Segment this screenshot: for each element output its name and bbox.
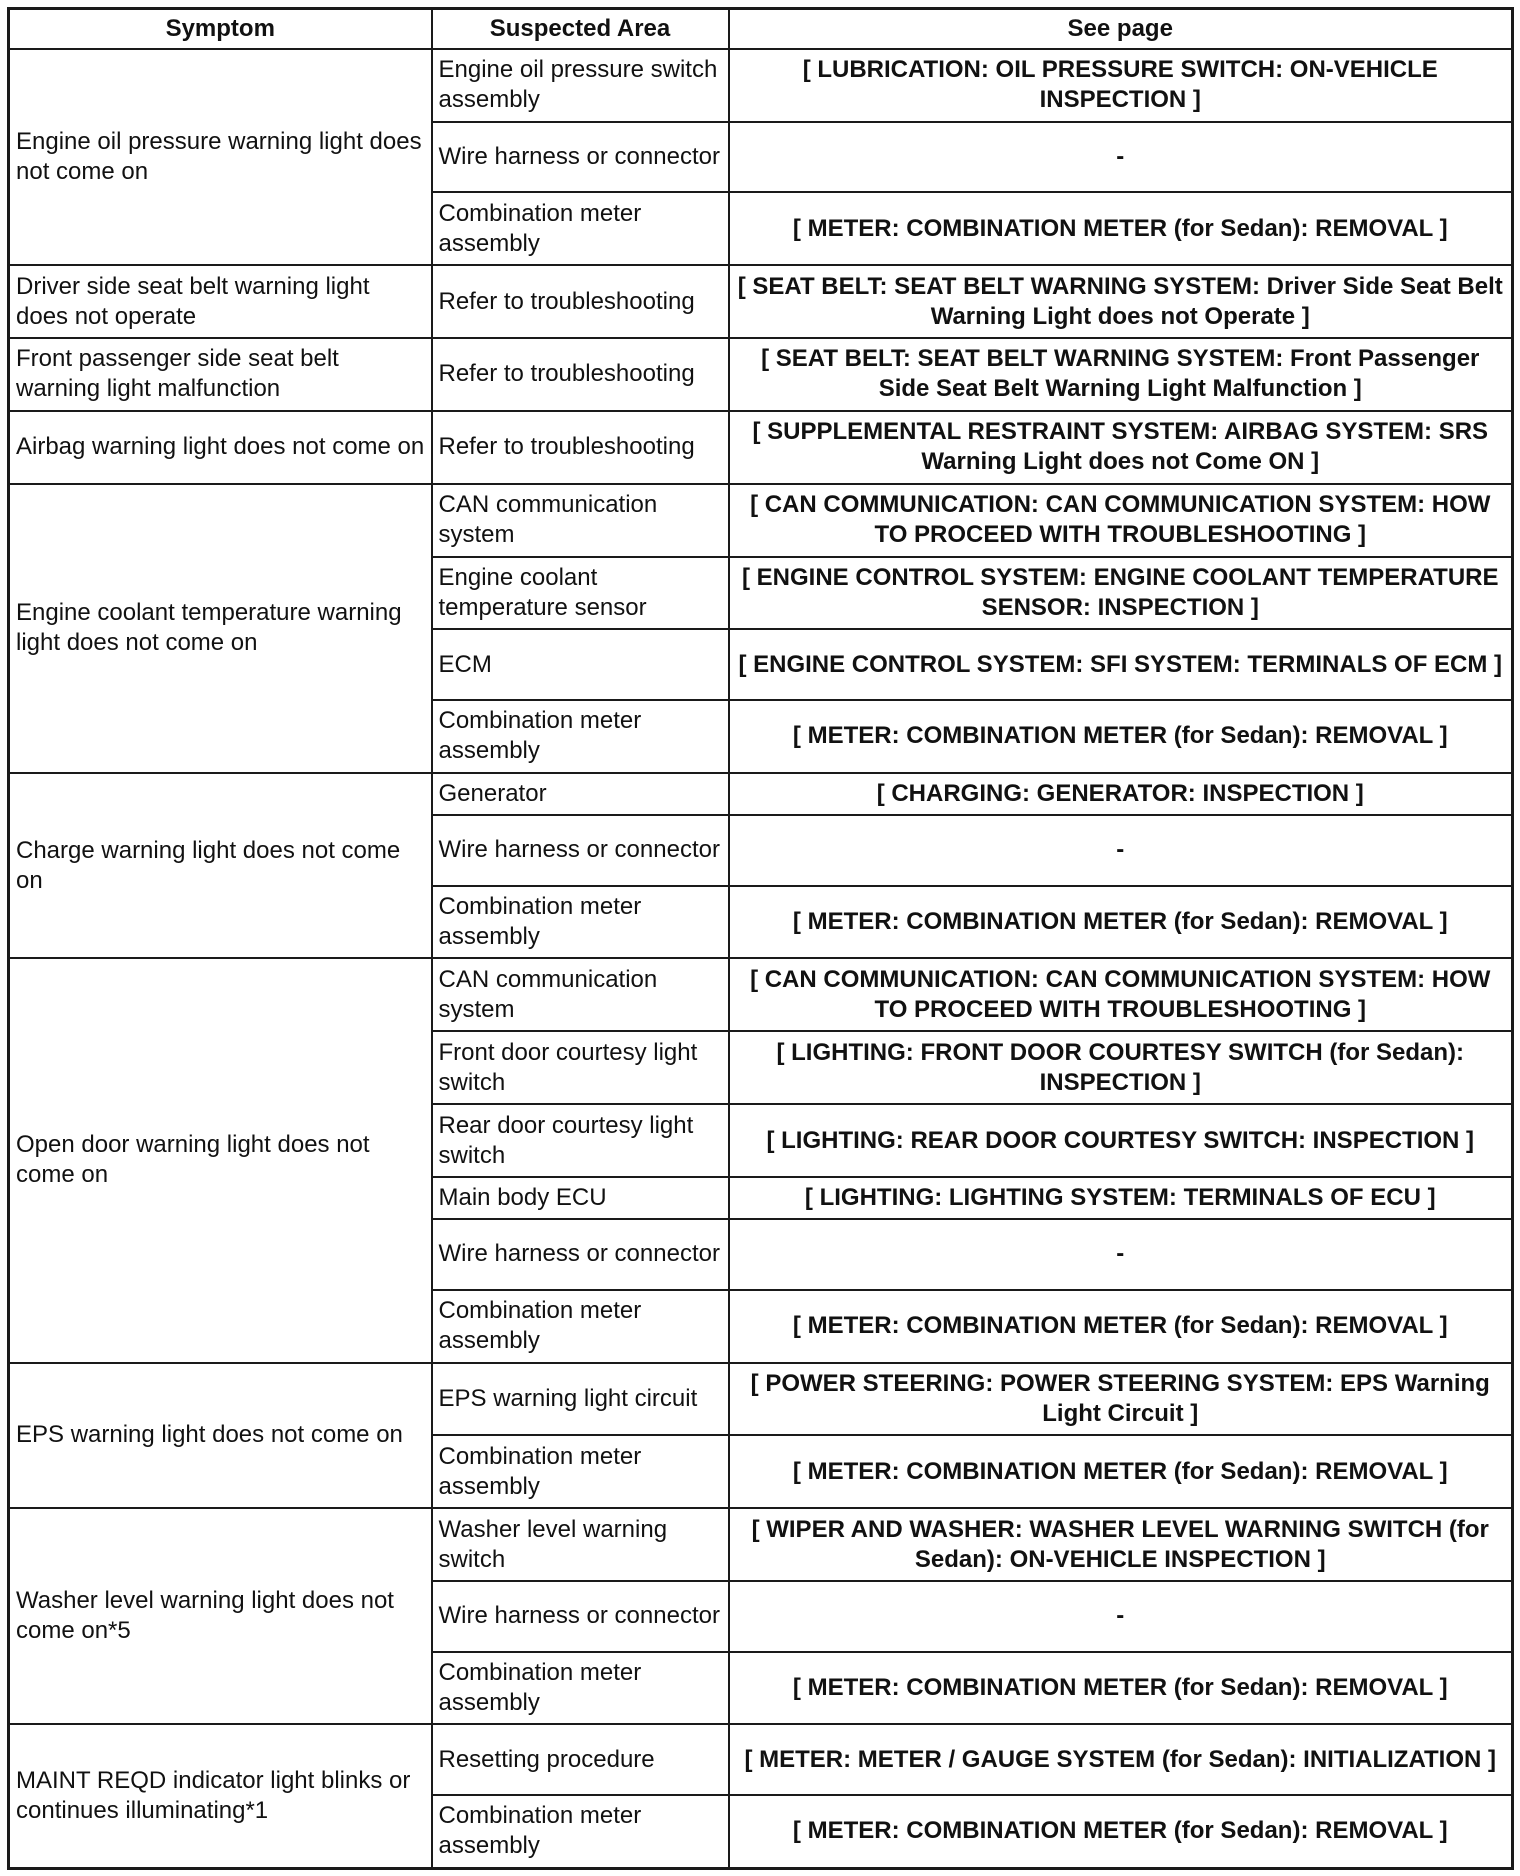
suspected-area-cell: Refer to troubleshooting [432,411,729,484]
suspected-area-cell: Generator [432,773,729,815]
suspected-area-cell: Refer to troubleshooting [432,338,729,411]
header-row [9,9,1513,50]
suspected-area-cell: Wire harness or connector [432,1219,729,1290]
header-suspected-area: Suspected Area [432,9,729,50]
suspected-area-cell: Front door courtesy light switch [432,1031,729,1104]
table-row [9,484,1513,557]
suspected-area-cell: Combination meter assembly [432,1435,729,1508]
troubleshooting-table [7,7,1514,1870]
suspected-area-cell: Engine coolant temperature sensor [432,557,729,630]
symptom-cell: Engine oil pressure warning light does not come on [9,49,432,265]
symptom-cell: Washer level warning light does not come on*5 [9,1508,432,1724]
suspected-area-cell: Wire harness or connector [432,122,729,193]
table-row [9,338,1513,411]
see-page-cell: - [729,1581,1513,1652]
suspected-area-cell: CAN communication system [432,958,729,1031]
see-page-cell: [ CAN COMMUNICATION: CAN COMMUNICATION SYSTEM: HOW TO PROCEED WITH TROUBLESHOOTING ] [729,958,1513,1031]
symptom-cell: Open door warning light does not come on [9,958,432,1362]
symptom-cell: Engine coolant temperature warning light does not come on [9,484,432,773]
symptom-cell: Front passenger side seat belt warning light malfunction [9,338,432,411]
see-page-cell: [ METER: COMBINATION METER (for Sedan): REMOVAL ] [729,1795,1513,1869]
see-page-cell: [ LIGHTING: REAR DOOR COURTESY SWITCH: INSPECTION ] [729,1104,1513,1177]
header-see-page: See page [729,9,1513,50]
suspected-area-cell: Main body ECU [432,1177,729,1219]
see-page-cell: [ POWER STEERING: POWER STEERING SYSTEM: EPS Warning Light Circuit ] [729,1363,1513,1436]
symptom-cell: EPS warning light does not come on [9,1363,432,1509]
symptom-cell: Charge warning light does not come on [9,773,432,959]
see-page-cell: [ METER: METER / GAUGE SYSTEM (for Sedan): INITIALIZATION ] [729,1724,1513,1795]
table-row [9,265,1513,338]
table-row [9,1724,1513,1795]
table-row [9,958,1513,1031]
see-page-cell: [ METER: COMBINATION METER (for Sedan): REMOVAL ] [729,1652,1513,1725]
symptom-cell: Driver side seat belt warning light does not operate [9,265,432,338]
see-page-cell: [ METER: COMBINATION METER (for Sedan): REMOVAL ] [729,700,1513,773]
header-symptom: Symptom [9,9,432,50]
suspected-area-cell: Engine oil pressure switch assembly [432,49,729,122]
see-page-cell: [ CAN COMMUNICATION: CAN COMMUNICATION SYSTEM: HOW TO PROCEED WITH TROUBLESHOOTING ] [729,484,1513,557]
table-row [9,773,1513,815]
table-row [9,49,1513,122]
see-page-cell: [ WIPER AND WASHER: WASHER LEVEL WARNING SWITCH (for Sedan): ON-VEHICLE INSPECTION ] [729,1508,1513,1581]
table-row [9,1363,1513,1436]
suspected-area-cell: Refer to troubleshooting [432,265,729,338]
suspected-area-cell: Resetting procedure [432,1724,729,1795]
suspected-area-cell: Combination meter assembly [432,1652,729,1725]
suspected-area-cell: Wire harness or connector [432,815,729,886]
suspected-area-cell: Washer level warning switch [432,1508,729,1581]
suspected-area-cell: Wire harness or connector [432,1581,729,1652]
see-page-cell: [ LIGHTING: LIGHTING SYSTEM: TERMINALS OF ECU ] [729,1177,1513,1219]
suspected-area-cell: Combination meter assembly [432,886,729,959]
suspected-area-cell: Rear door courtesy light switch [432,1104,729,1177]
see-page-cell: - [729,1219,1513,1290]
see-page-cell: [ CHARGING: GENERATOR: INSPECTION ] [729,773,1513,815]
see-page-cell: - [729,122,1513,193]
suspected-area-cell: Combination meter assembly [432,1290,729,1363]
see-page-cell: [ LIGHTING: FRONT DOOR COURTESY SWITCH (for Sedan): INSPECTION ] [729,1031,1513,1104]
suspected-area-cell: CAN communication system [432,484,729,557]
suspected-area-cell: Combination meter assembly [432,700,729,773]
see-page-cell: - [729,815,1513,886]
see-page-cell: [ METER: COMBINATION METER (for Sedan): REMOVAL ] [729,1435,1513,1508]
see-page-cell: [ METER: COMBINATION METER (for Sedan): REMOVAL ] [729,886,1513,959]
see-page-cell: [ SEAT BELT: SEAT BELT WARNING SYSTEM: Driver Side Seat Belt Warning Light does not Operate ] [729,265,1513,338]
see-page-cell: [ LUBRICATION: OIL PRESSURE SWITCH: ON-VEHICLE INSPECTION ] [729,49,1513,122]
symptom-cell: Airbag warning light does not come on [9,411,432,484]
see-page-cell: [ METER: COMBINATION METER (for Sedan): REMOVAL ] [729,1290,1513,1363]
see-page-cell: [ ENGINE CONTROL SYSTEM: ENGINE COOLANT TEMPERATURE SENSOR: INSPECTION ] [729,557,1513,630]
table-body [9,49,1513,1869]
table-row [9,411,1513,484]
symptom-cell: MAINT REQD indicator light blinks or continues illuminating*1 [9,1724,432,1868]
table-row [9,1508,1513,1581]
suspected-area-cell: EPS warning light circuit [432,1363,729,1436]
suspected-area-cell: ECM [432,629,729,700]
see-page-cell: [ ENGINE CONTROL SYSTEM: SFI SYSTEM: TERMINALS OF ECM ] [729,629,1513,700]
suspected-area-cell: Combination meter assembly [432,192,729,265]
see-page-cell: [ METER: COMBINATION METER (for Sedan): REMOVAL ] [729,192,1513,265]
see-page-cell: [ SUPPLEMENTAL RESTRAINT SYSTEM: AIRBAG SYSTEM: SRS Warning Light does not Come ON ] [729,411,1513,484]
suspected-area-cell: Combination meter assembly [432,1795,729,1869]
see-page-cell: [ SEAT BELT: SEAT BELT WARNING SYSTEM: Front Passenger Side Seat Belt Warning Light Malfunction ] [729,338,1513,411]
